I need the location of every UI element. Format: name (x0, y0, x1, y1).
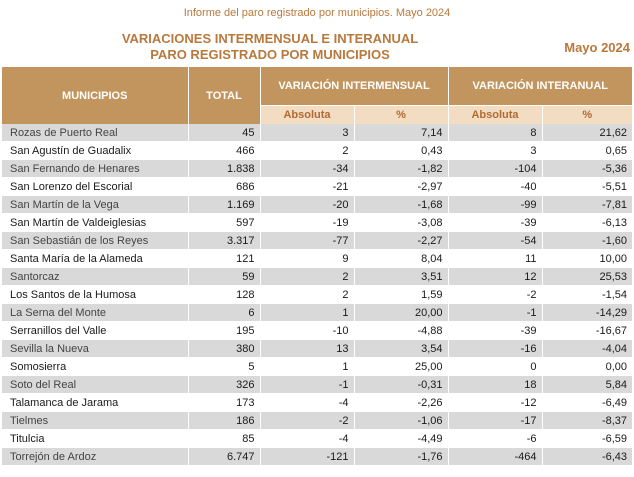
cell-pct-interanual: -7,81 (542, 196, 632, 214)
cell-abs-interanual: -17 (448, 412, 542, 430)
table-row (2, 340, 632, 358)
cell-pct-interanual: -16,67 (542, 322, 632, 340)
cell-abs-interanual: -54 (448, 232, 542, 250)
table-row (2, 286, 632, 304)
table-row (2, 394, 632, 412)
cell-total: 3.317 (188, 232, 260, 250)
cell-pct-intermensual: 8,04 (354, 250, 448, 268)
cell-total: 1.838 (188, 160, 260, 178)
cell-abs-interanual: -39 (448, 214, 542, 232)
cell-pct-intermensual: 7,14 (354, 124, 448, 142)
table-row (2, 430, 632, 448)
cell-abs-interanual: -6 (448, 430, 542, 448)
cell-pct-intermensual: -1,68 (354, 196, 448, 214)
cell-pct-intermensual: 3,54 (354, 340, 448, 358)
cell-pct-intermensual: 25,00 (354, 358, 448, 376)
cell-municipio: San Fernando de Henares (2, 160, 188, 178)
cell-total: 6.747 (188, 448, 260, 466)
cell-pct-interanual: 5,84 (542, 376, 632, 394)
cell-total: 597 (188, 214, 260, 232)
cell-pct-interanual: -5,36 (542, 160, 632, 178)
cell-abs-interanual: 12 (448, 268, 542, 286)
cell-municipio: Serranillos del Valle (2, 322, 188, 340)
cell-pct-interanual: -6,43 (542, 448, 632, 466)
cell-abs-interanual: -99 (448, 196, 542, 214)
table-row (2, 196, 632, 214)
table-row (2, 124, 632, 142)
cell-abs-interanual: -104 (448, 160, 542, 178)
cell-total: 45 (188, 124, 260, 142)
cell-total: 5 (188, 358, 260, 376)
cell-pct-interanual: -4,04 (542, 340, 632, 358)
cell-pct-intermensual: 1,59 (354, 286, 448, 304)
cell-total: 466 (188, 142, 260, 160)
cell-total: 186 (188, 412, 260, 430)
cell-abs-intermensual: -4 (260, 394, 354, 412)
cell-pct-intermensual: -1,06 (354, 412, 448, 430)
cell-total: 380 (188, 340, 260, 358)
header-total: TOTAL (188, 67, 260, 124)
table-row (2, 250, 632, 268)
cell-municipio: Los Santos de la Humosa (2, 286, 188, 304)
cell-pct-interanual: -1,60 (542, 232, 632, 250)
main-title-line2: PARO REGISTRADO POR MUNICIPIOS (150, 47, 390, 62)
cell-pct-interanual: -6,49 (542, 394, 632, 412)
header-absoluta-intermensual: Absoluta (260, 106, 354, 125)
table-row (2, 322, 632, 340)
cell-municipio: Tielmes (2, 412, 188, 430)
cell-total: 326 (188, 376, 260, 394)
cell-abs-intermensual: -10 (260, 322, 354, 340)
cell-municipio: San Sebastián de los Reyes (2, 232, 188, 250)
cell-municipio: Talamanca de Jarama (2, 394, 188, 412)
cell-municipio: San Agustín de Guadalix (2, 142, 188, 160)
table-row (2, 376, 632, 394)
main-title (70, 31, 470, 63)
cell-total: 128 (188, 286, 260, 304)
table-body (2, 124, 632, 466)
table-row (2, 358, 632, 376)
cell-municipio: Rozas de Puerto Real (2, 124, 188, 142)
cell-abs-interanual: -40 (448, 178, 542, 196)
header-municipios: MUNICIPIOS (2, 67, 188, 124)
table-row (2, 268, 632, 286)
table-row (2, 232, 632, 250)
cell-abs-intermensual: 2 (260, 142, 354, 160)
table-row (2, 178, 632, 196)
cell-total: 121 (188, 250, 260, 268)
cell-municipio: Santa María de la Alameda (2, 250, 188, 268)
cell-abs-intermensual: 9 (260, 250, 354, 268)
cell-abs-interanual: 18 (448, 376, 542, 394)
main-title-line1: VARIACIONES INTERMENSUAL E INTERANUAL (121, 31, 419, 46)
cell-municipio: San Lorenzo del Escorial (2, 178, 188, 196)
cell-total: 1.169 (188, 196, 260, 214)
header-pct-interanual: % (542, 106, 632, 125)
cell-pct-interanual: -1,54 (542, 286, 632, 304)
cell-abs-intermensual: 2 (260, 286, 354, 304)
cell-pct-intermensual: 0,43 (354, 142, 448, 160)
cell-municipio: Titulcia (2, 430, 188, 448)
cell-abs-intermensual: -77 (260, 232, 354, 250)
cell-abs-interanual: -2 (448, 286, 542, 304)
cell-abs-intermensual: -21 (260, 178, 354, 196)
cell-abs-intermensual: 13 (260, 340, 354, 358)
cell-abs-intermensual: -20 (260, 196, 354, 214)
cell-pct-intermensual: 20,00 (354, 304, 448, 322)
cell-pct-interanual: -6,13 (542, 214, 632, 232)
cell-abs-intermensual: -4 (260, 430, 354, 448)
cell-municipio: San Martín de Valdeiglesias (2, 214, 188, 232)
cell-abs-intermensual: 2 (260, 268, 354, 286)
cell-pct-intermensual: -4,88 (354, 322, 448, 340)
variations-table (2, 67, 632, 466)
cell-municipio: Somosierra (2, 358, 188, 376)
cell-abs-intermensual: -19 (260, 214, 354, 232)
header-pct-intermensual: % (354, 106, 448, 125)
cell-pct-intermensual: -1,76 (354, 448, 448, 466)
header-interanual: VARIACIÓN INTERANUAL (448, 67, 632, 106)
table-row (2, 412, 632, 430)
cell-total: 195 (188, 322, 260, 340)
cell-abs-interanual: 11 (448, 250, 542, 268)
period-label: Mayo 2024 (564, 40, 630, 55)
table-row (2, 142, 632, 160)
table-row (2, 304, 632, 322)
cell-total: 6 (188, 304, 260, 322)
cell-abs-interanual: 3 (448, 142, 542, 160)
cell-abs-intermensual: -1 (260, 376, 354, 394)
cell-pct-intermensual: -2,26 (354, 394, 448, 412)
cell-pct-intermensual: -3,08 (354, 214, 448, 232)
report-title: Informe del paro registrado por municipios. Mayo 2024 (183, 7, 451, 19)
cell-pct-interanual: -5,51 (542, 178, 632, 196)
cell-abs-intermensual: 1 (260, 358, 354, 376)
cell-pct-intermensual: -2,97 (354, 178, 448, 196)
cell-pct-intermensual: -0,31 (354, 376, 448, 394)
cell-pct-interanual: 0,65 (542, 142, 632, 160)
cell-abs-intermensual: -34 (260, 160, 354, 178)
cell-abs-intermensual: -121 (260, 448, 354, 466)
cell-municipio: Torrejón de Ardoz (2, 448, 188, 466)
cell-total: 59 (188, 268, 260, 286)
cell-abs-interanual: 8 (448, 124, 542, 142)
table-row (2, 214, 632, 232)
cell-municipio: San Martín de la Vega (2, 196, 188, 214)
cell-abs-interanual: 0 (448, 358, 542, 376)
cell-pct-intermensual: -1,82 (354, 160, 448, 178)
cell-pct-interanual: 0,00 (542, 358, 632, 376)
cell-municipio: Sevilla la Nueva (2, 340, 188, 358)
cell-pct-intermensual: 3,51 (354, 268, 448, 286)
cell-abs-interanual: -1 (448, 304, 542, 322)
cell-municipio: Soto del Real (2, 376, 188, 394)
cell-pct-interanual: 25,53 (542, 268, 632, 286)
header-intermensual: VARIACIÓN INTERMENSUAL (260, 67, 448, 106)
cell-abs-interanual: -39 (448, 322, 542, 340)
cell-abs-intermensual: 3 (260, 124, 354, 142)
cell-total: 85 (188, 430, 260, 448)
cell-abs-intermensual: 1 (260, 304, 354, 322)
cell-total: 173 (188, 394, 260, 412)
cell-municipio: La Serna del Monte (2, 304, 188, 322)
table-row (2, 160, 632, 178)
cell-pct-interanual: 10,00 (542, 250, 632, 268)
cell-abs-interanual: -464 (448, 448, 542, 466)
cell-pct-interanual: 21,62 (542, 124, 632, 142)
table-row (2, 448, 632, 466)
cell-total: 686 (188, 178, 260, 196)
cell-abs-intermensual: -2 (260, 412, 354, 430)
cell-pct-interanual: -6,59 (542, 430, 632, 448)
header-absoluta-interanual: Absoluta (448, 106, 542, 125)
cell-pct-intermensual: -4,49 (354, 430, 448, 448)
cell-municipio: Santorcaz (2, 268, 188, 286)
cell-pct-interanual: -14,29 (542, 304, 632, 322)
cell-pct-interanual: -8,37 (542, 412, 632, 430)
cell-abs-interanual: -16 (448, 340, 542, 358)
cell-abs-interanual: -12 (448, 394, 542, 412)
cell-pct-intermensual: -2,27 (354, 232, 448, 250)
